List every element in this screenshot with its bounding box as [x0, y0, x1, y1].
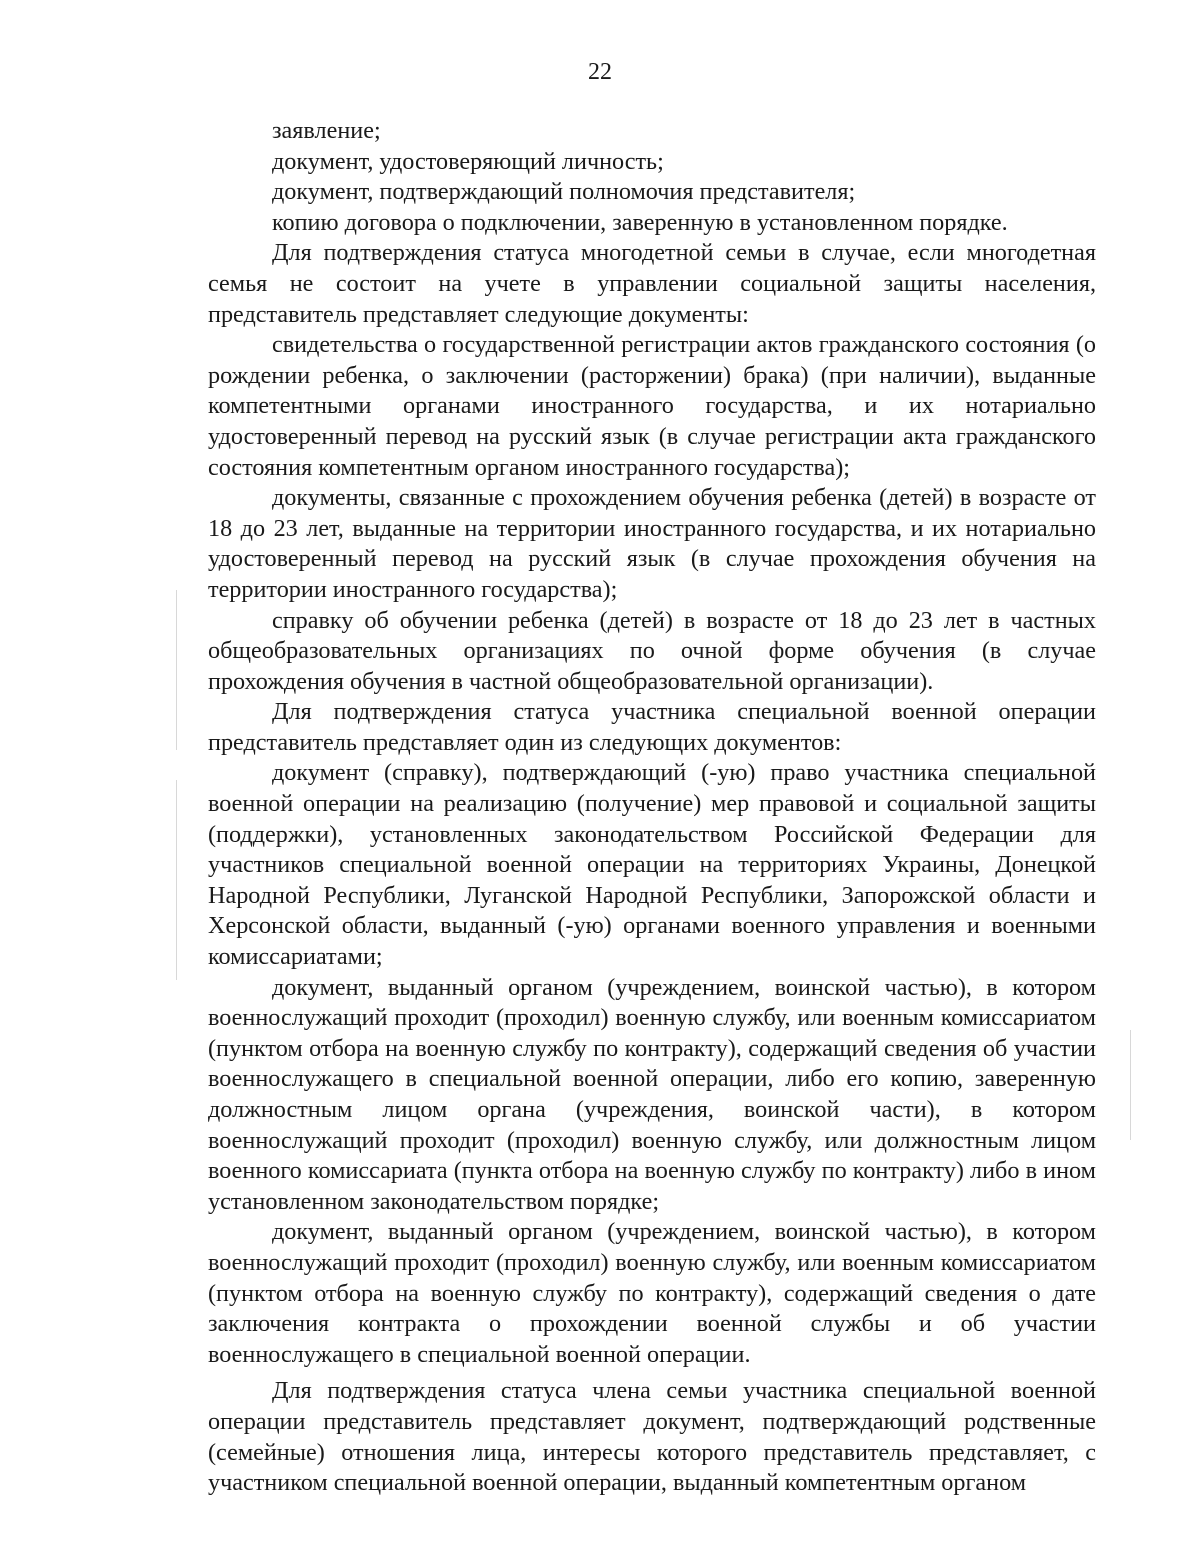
- scan-edge-mark: [176, 590, 177, 750]
- document-body: [208, 116, 1096, 1499]
- paragraph: Для подтверждения статуса члена семьи участника специальной военной операции представитель представляет документ, подтверждающий родственные (семейные) отношения лица, интересы которого представитель представляет, с участником специальной военной операции, выданный компетентным органом: [208, 1377, 1096, 1497]
- paragraph: Для подтверждения статуса многодетной семьи в случае, если многодетная семья не состоит на учете в управлении социальной защиты населения, представитель представляет следующие документы:: [208, 239, 1096, 328]
- paragraph: документ, выданный органом (учреждением, воинской частью), в котором военнослужащий проходит (проходил) военную службу, или военным комиссариатом (пунктом отбора на военную службу по контракту), содержащий сведения об участии военнослужащего в специальной военной операции, либо его копию, заверенную должностным лицом органа (учреждения, воинской части), в котором военнослужащий проходит (проходил) военную службу, или должностным лицом военного комиссариата (пункта отбора на военную службу по контракту) либо в ином установленном законодательством порядке;: [208, 973, 1096, 1215]
- paragraph: документы, связанные с прохождением обучения ребенка (детей) в возрасте от 18 до 23 лет, выданные на территории иностранного государства, и их нотариально удостоверенный перевод на русский язык (в случае прохождения обучения на территории иностранного государства);: [208, 484, 1096, 603]
- paragraph: документ, подтверждающий полномочия представителя;: [272, 178, 856, 206]
- paragraph: свидетельства о государственной регистрации актов гражданского состояния (о рождении ребенка, о заключении (расторжении) брака) (при наличии), выданные компетентными органами иностранного государства, и их нотариально удостоверенный перевод на русский язык (в случае регистрации акта гражданского состояния компетентным органом иностранного государства);: [208, 331, 1096, 481]
- scan-edge-mark: [1130, 1030, 1131, 1140]
- paragraph: документ (справку), подтверждающий (-ую) право участника специальной военной операции на реализацию (получение) мер правовой и социальной защиты (поддержки), установленных законодательством Российской Федерации для участников специальной военной операции на территориях Украины, Донецкой Народной Республики, Луганской Народной Республики, Запорожской области и Херсонской области, выданный (-ую) органами военного управления и военными комиссариатами;: [208, 759, 1096, 971]
- paragraph: копию договора о подключении, заверенную в установленном порядке.: [272, 208, 1008, 236]
- scan-edge-mark: [176, 780, 177, 980]
- paragraph: документ, удостоверяющий личность;: [272, 147, 664, 175]
- paragraph: Для подтверждения статуса участника специальной военной операции представитель представляет один из следующих документов:: [208, 698, 1096, 756]
- paragraph: заявление;: [272, 117, 381, 144]
- paragraph: документ, выданный органом (учреждением, воинской частью), в котором военнослужащий проходит (проходил) военную службу, или военным комиссариатом (пунктом отбора на военную службу по контракту), содержащий сведения о дате заключения контракта о прохождении военной службы и об участии военнослужащего в специальной военной операции.: [208, 1218, 1096, 1368]
- page-number: 22: [588, 59, 612, 85]
- paragraph: справку об обучении ребенка (детей) в возрасте от 18 до 23 лет в частных общеобразовательных организациях по очной форме обучения (в случае прохождения обучения в частной общеобразовательной организации).: [208, 606, 1096, 695]
